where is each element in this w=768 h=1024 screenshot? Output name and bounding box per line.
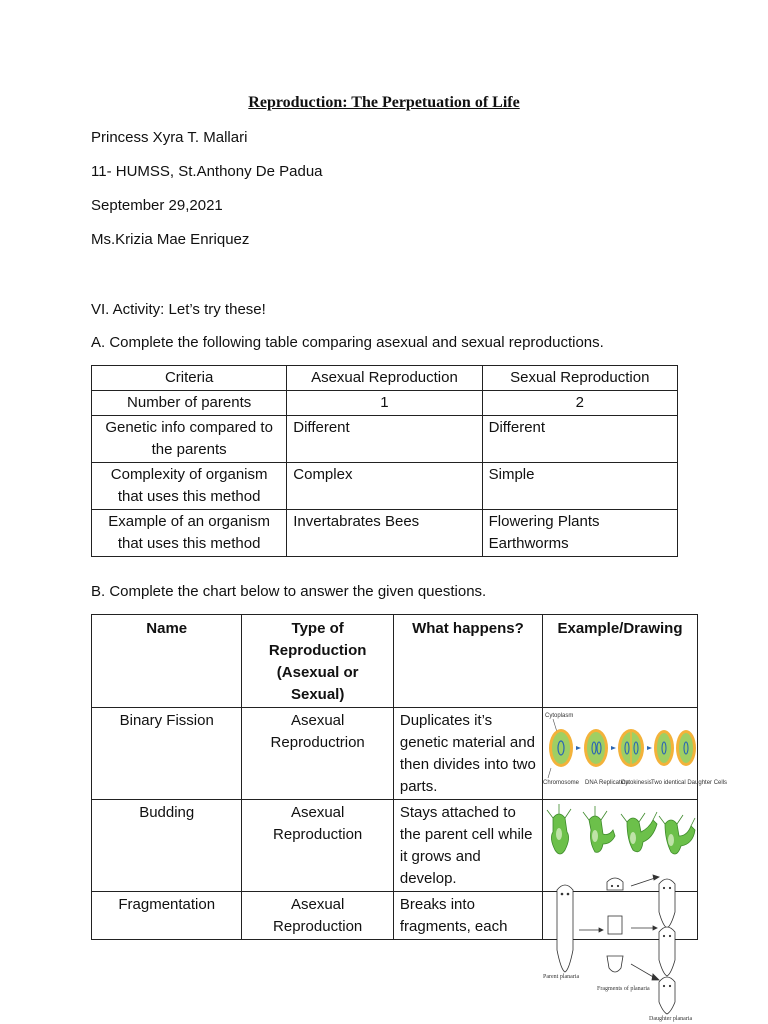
part-a-instruction: A. Complete the following table comparing asexual and sexual reproductions. (91, 334, 604, 351)
criteria-cell: Example of an organism that uses this method (92, 510, 287, 557)
header-sexual: Sexual Reproduction (482, 366, 677, 391)
type-cell: Asexual Reproduction (242, 800, 393, 892)
criteria-cell: Number of parents (92, 391, 287, 416)
sexual-cell: Different (482, 416, 677, 463)
drawing-label: Cytokinesis (620, 780, 652, 786)
sexual-cell: Simple (482, 463, 677, 510)
name-cell: Budding (92, 800, 242, 892)
drawing-label: Daughter planaria (649, 1016, 693, 1022)
header-type: Type of Reproduction (Asexual or Sexual) (242, 615, 393, 708)
teacher-line: Ms.Krizia Mae Enriquez (91, 231, 250, 248)
criteria-cell: Complexity of organism that uses this method (92, 463, 287, 510)
what-cell: Duplicates it’s genetic material and then divides into two parts. (393, 708, 542, 800)
drawing-label: Parent planaria (543, 974, 580, 980)
criteria-cell: Genetic info compared to the parents (92, 416, 287, 463)
table-header-row (92, 366, 678, 391)
activity-heading: VI. Activity: Let’s try these! (91, 301, 266, 318)
table-row (92, 416, 678, 463)
header-what-happens: What happens? (393, 615, 542, 708)
type-cell: Asexual Reproduction (242, 892, 393, 940)
comparison-table (91, 365, 678, 557)
section-line: 11- HUMSS, St.Anthony De Padua (91, 163, 323, 180)
header-name: Name (92, 615, 242, 708)
student-name: Princess Xyra T. Mallari (91, 129, 248, 146)
header-asexual: Asexual Reproduction (287, 366, 482, 391)
drawing-label: Fragments of planaria (597, 986, 650, 992)
drawing-label: Cytoplasm (544, 713, 574, 719)
name-cell: Fragmentation (92, 892, 242, 940)
chart-header-row (92, 615, 698, 708)
header-criteria: Criteria (92, 366, 287, 391)
part-b-instruction: B. Complete the chart below to answer the given questions. (91, 583, 487, 600)
asexual-cell: Different (287, 416, 482, 463)
binary-fission-drawing (542, 708, 728, 796)
header-example: Example/Drawing (542, 615, 697, 708)
table-row (92, 510, 678, 557)
table-row (92, 708, 698, 800)
asexual-cell: 1 (287, 391, 482, 416)
type-cell: Asexual Reproductrion (242, 708, 393, 800)
drawing-label: Two identical Daughter Cells (650, 780, 728, 786)
table-row (92, 391, 678, 416)
drawing-label: Chromosome (542, 780, 579, 786)
fragmentation-drawing (535, 862, 705, 1022)
asexual-cell: Complex (287, 463, 482, 510)
table-row (92, 463, 678, 510)
asexual-cell: Invertabrates Bees (287, 510, 482, 557)
drawing-label: DNA Replication (584, 780, 629, 786)
sexual-cell: Flowering Plants Earthworms (482, 510, 677, 557)
name-cell: Binary Fission (92, 708, 242, 800)
sexual-cell: 2 (482, 391, 677, 416)
what-cell: Stays attached to the parent cell while it grows and develop. (393, 800, 542, 892)
date-line: September 29,2021 (91, 197, 223, 214)
binary-fission-drawing-cell (542, 708, 728, 800)
what-cell: Breaks into fragments, each (393, 892, 542, 940)
page-title: Reproduction: The Perpetuation of Life (248, 94, 520, 111)
